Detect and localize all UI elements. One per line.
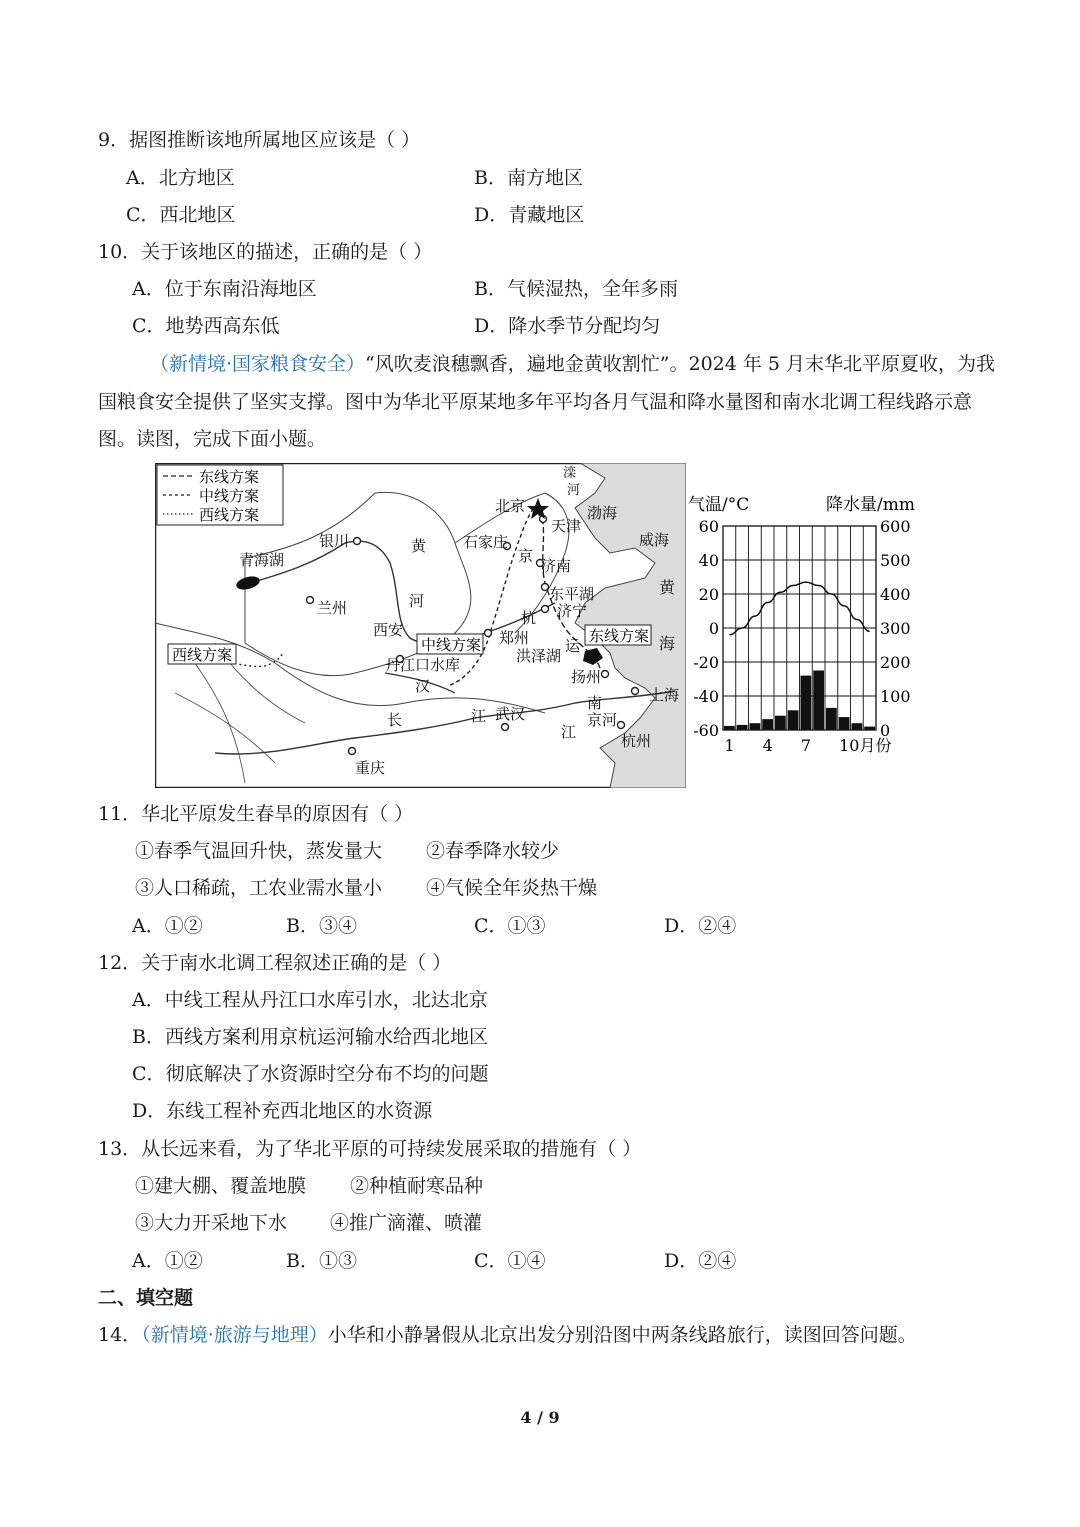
q11-option-b: B．③④ bbox=[286, 915, 357, 937]
q12-option-a: A．中线工程从丹江口水库引水，北达北京 bbox=[132, 989, 488, 1011]
label-jiang-2: 江 bbox=[561, 723, 577, 741]
label-jing: 京 bbox=[518, 547, 534, 565]
city-yangzhou-dot bbox=[602, 671, 609, 678]
label-wuhan: 武汉 bbox=[495, 705, 526, 723]
middle-route-label: 中线方案 bbox=[421, 636, 482, 654]
label-luan-1: 滦 bbox=[563, 466, 577, 481]
precip-bar bbox=[813, 671, 824, 731]
q10-option-d: D．降水季节分配均匀 bbox=[474, 315, 661, 337]
context-line-1 bbox=[150, 352, 995, 376]
label-jiang-1: 江 bbox=[471, 707, 487, 725]
q11-item-3: ③人口稀疏，工农业需水量小 bbox=[135, 877, 383, 899]
label-han: 汉 bbox=[415, 677, 431, 695]
q14-line bbox=[98, 1323, 917, 1347]
q12-option-c: C．彻底解决了水资源时空分布不均的问题 bbox=[132, 1063, 489, 1085]
q12-stem: 12．关于南水北调工程叙述正确的是（ ） bbox=[98, 952, 452, 974]
q13-option-b: B．①③ bbox=[286, 1250, 357, 1272]
x-tick-label: 10月份 bbox=[839, 736, 892, 755]
context-line-3: 图。读图，完成下面小题。 bbox=[98, 428, 327, 450]
page-number: 4 / 9 bbox=[520, 1408, 560, 1427]
temp-tick-label: 60 bbox=[698, 517, 719, 536]
q14-text: 小华和小静暑假从北京出发分别沿图中两条线路旅行，读图回答问题。 bbox=[327, 1324, 917, 1346]
label-luan-2: 河 bbox=[567, 483, 581, 498]
precip-bar bbox=[801, 676, 812, 730]
q11-option-a: A．①② bbox=[132, 915, 203, 937]
label-chongqing: 重庆 bbox=[355, 759, 386, 777]
label-shanghai: 上海 bbox=[649, 686, 680, 704]
q11-stem: 11．华北平原发生春旱的原因有（ ） bbox=[98, 803, 414, 825]
label-jining: 济宁 bbox=[557, 602, 588, 620]
q9-stem: 9．据图推断该地所属地区应该是（ ） bbox=[98, 129, 421, 151]
label-nanjing-2: 京河 bbox=[587, 711, 618, 729]
label-yellow-sea-2: 海 bbox=[659, 634, 676, 653]
city-dongpinghu-dot bbox=[542, 584, 549, 591]
precip-bar bbox=[750, 723, 761, 730]
label-danjiangkou: 丹江口水库 bbox=[385, 656, 461, 674]
chart-right-axis-label: 降水量/mm bbox=[826, 495, 915, 515]
precip-tick-label: 100 bbox=[880, 687, 911, 706]
chart-left-axis-label: 气温/°C bbox=[688, 495, 750, 515]
label-hongzehu: 洪泽湖 bbox=[516, 647, 562, 665]
label-lanzhou: 兰州 bbox=[317, 599, 348, 617]
label-yangzhou: 扬州 bbox=[571, 668, 602, 686]
x-tick-label: 4 bbox=[762, 736, 773, 755]
label-hang: 杭 bbox=[521, 609, 537, 627]
label-jinan: 济南 bbox=[541, 557, 572, 575]
city-wuhan-dot bbox=[502, 724, 509, 731]
q12-option-d: D．东线工程补充西北地区的水资源 bbox=[132, 1100, 433, 1122]
x-tick-label: 7 bbox=[800, 736, 812, 755]
label-hangzhou: 杭州 bbox=[621, 732, 652, 750]
temp-tick-label: -60 bbox=[693, 721, 719, 740]
q13-item-4: ④推广滴灌、喷灌 bbox=[330, 1212, 483, 1234]
temp-tick-label: 0 bbox=[708, 619, 719, 638]
q13-option-c: C．①④ bbox=[474, 1250, 546, 1272]
q13-option-d: D．②④ bbox=[664, 1250, 737, 1272]
chart-grid bbox=[723, 526, 876, 730]
precip-bar bbox=[788, 710, 799, 730]
q11-item-4: ④气候全年炎热干燥 bbox=[426, 877, 598, 899]
q9-option-d: D．青藏地区 bbox=[474, 204, 585, 226]
label-yinchuan: 银川 bbox=[319, 532, 350, 550]
south-north-water-diversion-map bbox=[155, 463, 686, 788]
label-xian: 西安 bbox=[373, 621, 404, 639]
precip-tick-label: 0 bbox=[880, 721, 891, 740]
temp-tick-label: -40 bbox=[693, 687, 719, 706]
precip-bar bbox=[724, 726, 735, 730]
label-nanjing-1: 南 bbox=[587, 694, 603, 712]
city-yinchuan-dot bbox=[354, 538, 361, 545]
label-yellow-sea-1: 黄 bbox=[659, 578, 676, 597]
x-tick-label: 1 bbox=[724, 736, 735, 755]
label-yun: 运 bbox=[565, 637, 581, 655]
q10-option-a: A．位于东南沿海地区 bbox=[132, 278, 317, 300]
q14-tag: （新情境·旅游与地理） bbox=[141, 1324, 328, 1346]
q13-stem: 13．从长远来看，为了华北平原的可持续发展采取的措施有（ ） bbox=[98, 1138, 642, 1160]
section-2-title: 二、填空题 bbox=[98, 1287, 194, 1309]
city-lanzhou-dot bbox=[307, 597, 314, 604]
temp-tick-label: 40 bbox=[698, 551, 719, 570]
q13-item-2: ②种植耐寒品种 bbox=[350, 1175, 484, 1197]
temp-tick-label: 20 bbox=[698, 585, 719, 604]
precip-bar bbox=[762, 719, 773, 730]
temp-tick-label: -20 bbox=[693, 653, 719, 672]
q11-item-2: ②春季降水较少 bbox=[426, 840, 560, 862]
label-qinghai-lake: 青海湖 bbox=[239, 551, 285, 569]
precip-tick-label: 400 bbox=[880, 585, 911, 604]
context-quote: “风吹麦浪穗飘香，遍地金黄收割忙”。2024 年 5 月末华北平原夏收，为我 bbox=[365, 353, 996, 375]
label-he: 河 bbox=[409, 592, 425, 610]
q11-option-c: C．①③ bbox=[474, 915, 546, 937]
label-zhengzhou: 郑州 bbox=[499, 629, 530, 647]
city-chongqing-dot bbox=[349, 748, 356, 755]
label-shijiazhuang: 石家庄 bbox=[463, 533, 509, 551]
legend-east-label: 东线方案 bbox=[199, 468, 260, 486]
q10-stem: 10．关于该地区的描述，正确的是（ ） bbox=[98, 241, 433, 263]
precip-tick-label: 300 bbox=[880, 619, 911, 638]
q11-option-d: D．②④ bbox=[664, 915, 737, 937]
precip-tick-label: 200 bbox=[880, 653, 911, 672]
q10-option-b: B．气候湿热，全年多雨 bbox=[474, 278, 678, 300]
city-hangzhou-dot bbox=[618, 722, 625, 729]
q10-option-c: C．地势西高东低 bbox=[132, 315, 280, 337]
label-dongpinghu: 东平湖 bbox=[549, 585, 595, 603]
context-line-2: 国粮食安全提供了坚实支撑。图中为华北平原某地多年平均各月气温和降水量图和南水北调工程线路示意 bbox=[98, 391, 973, 413]
q9-option-c: C．西北地区 bbox=[126, 204, 236, 226]
label-chang: 长 bbox=[387, 711, 403, 729]
precip-bar bbox=[864, 727, 875, 730]
context-tag: （新情境·国家粮食安全） bbox=[150, 353, 366, 375]
precip-bar bbox=[775, 716, 786, 730]
label-weihai: 威海 bbox=[639, 531, 670, 549]
q13-item-1: ①建大棚、覆盖地膜 bbox=[135, 1175, 307, 1197]
q9-option-b: B．南方地区 bbox=[474, 167, 583, 189]
precip-bar bbox=[826, 708, 837, 730]
q13-item-3: ③大力开采地下水 bbox=[135, 1212, 288, 1234]
q14-number: 14． bbox=[98, 1324, 142, 1346]
q13-option-a: A．①② bbox=[132, 1250, 203, 1272]
climate-chart bbox=[688, 488, 938, 763]
legend-middle-label: 中线方案 bbox=[199, 487, 260, 505]
city-shanghai-dot bbox=[632, 688, 639, 695]
label-tianjin: 天津 bbox=[551, 517, 582, 535]
q11-item-1: ①春季气温回升快，蒸发量大 bbox=[135, 840, 383, 862]
city-jining-dot bbox=[542, 606, 549, 613]
precip-tick-label: 500 bbox=[880, 551, 911, 570]
precip-bar bbox=[737, 725, 748, 730]
q9-option-a: A．北方地区 bbox=[126, 167, 235, 189]
east-route-label: 东线方案 bbox=[589, 627, 650, 645]
label-huang: 黄 bbox=[411, 537, 427, 555]
label-bohai: 渤海 bbox=[587, 504, 618, 522]
precip-bar bbox=[839, 717, 850, 730]
precip-bar bbox=[852, 723, 863, 730]
precip-tick-label: 600 bbox=[880, 517, 911, 536]
city-zhengzhou-dot bbox=[485, 630, 492, 637]
label-beijing: 北京 bbox=[495, 497, 526, 515]
legend-west-label: 西线方案 bbox=[199, 506, 260, 524]
q12-option-b: B．西线方案利用京杭运河输水给西北地区 bbox=[132, 1026, 488, 1048]
west-route-label: 西线方案 bbox=[172, 646, 233, 664]
